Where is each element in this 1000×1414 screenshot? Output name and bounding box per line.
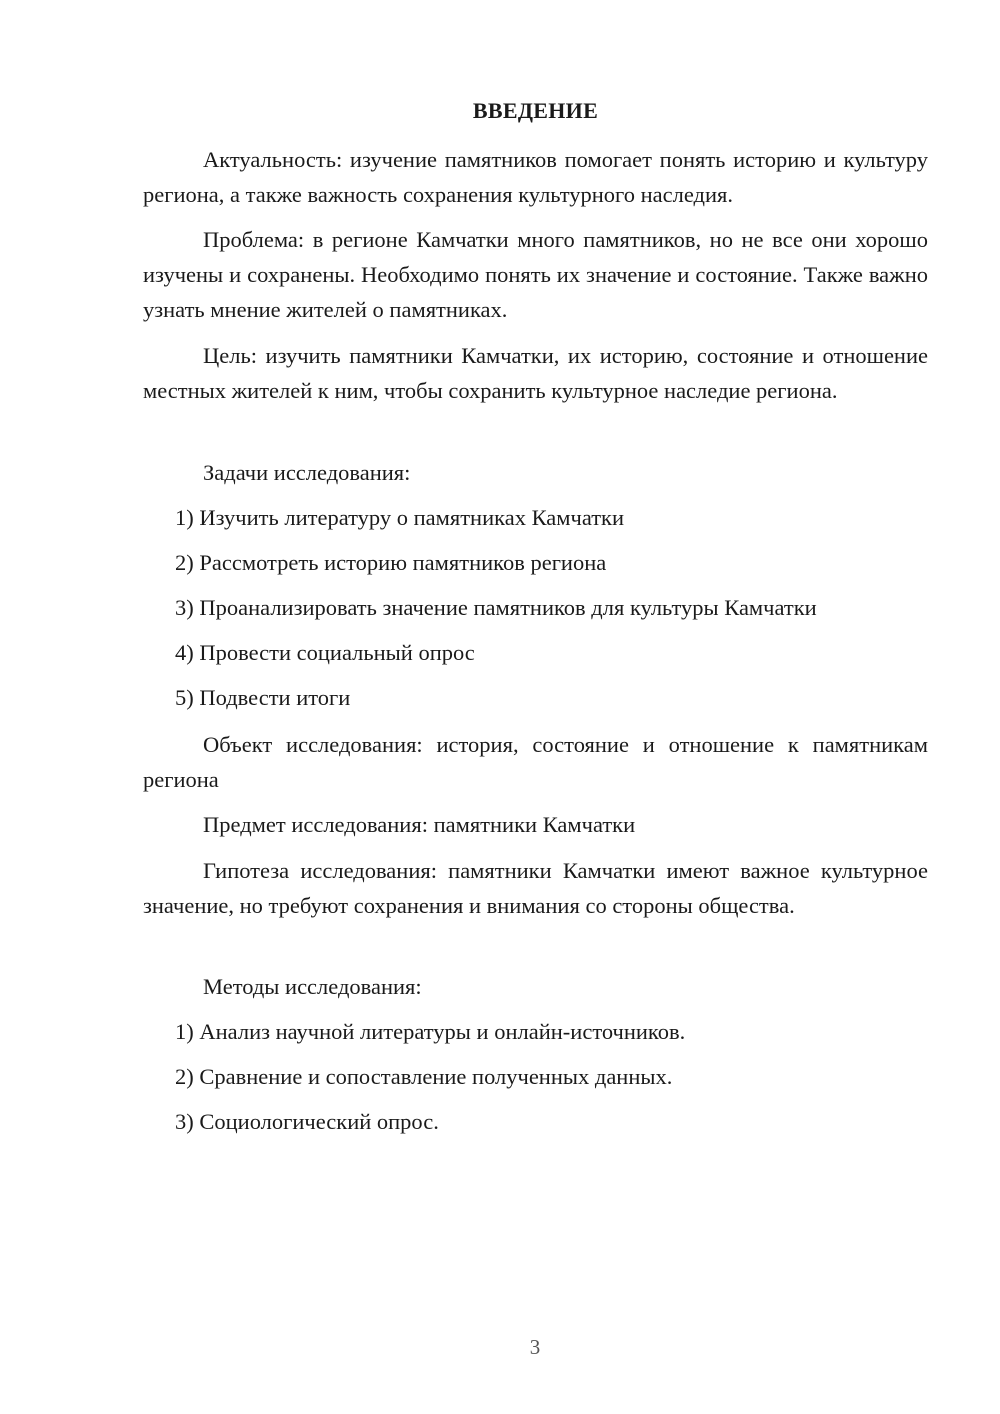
object-paragraph: Объект исследования: история, состояние и отношение к памятникам региона (143, 732, 928, 792)
task-item: 2) Рассмотреть историю памятников региона (175, 550, 607, 575)
page-title: ВВЕДЕНИЕ (472, 98, 599, 123)
method-item: 3) Социологический опрос. (175, 1109, 439, 1134)
page-number: 3 (529, 1335, 541, 1359)
method-item: 1) Анализ научной литературы и онлайн-источников. (175, 1019, 686, 1044)
tasks-heading: Задачи исследования: (203, 460, 411, 485)
method-item: 2) Сравнение и сопоставление полученных данных. (175, 1064, 673, 1089)
goal-paragraph: Цель: изучить памятники Камчатки, их историю, состояние и отношение местных жителей к ним, чтобы сохранить культурное наследие региона. (143, 343, 928, 403)
problem-paragraph: Проблема: в регионе Камчатки много памятников, но не все они хорошо изучены и сохранены. Необходимо понять их значение и состояние. Также важно узнать мнение жителей о памятниках. (143, 227, 928, 322)
subject-line: Предмет исследования: памятники Камчатки (203, 812, 636, 837)
relevance-paragraph: Актуальность: изучение памятников помогает понять историю и культуру региона, а также важность сохранения культурного наследия. (143, 147, 928, 207)
task-item: 1) Изучить литературу о памятниках Камчатки (175, 505, 625, 530)
task-item: 4) Провести социальный опрос (175, 640, 475, 665)
methods-heading: Методы исследования: (203, 974, 422, 999)
task-item: 5) Подвести итоги (175, 685, 351, 710)
task-item: 3) Проанализировать значение памятников для культуры Камчатки (175, 595, 817, 620)
hypothesis-paragraph: Гипотеза исследования: памятники Камчатки имеют важное культурное значение, но требуют сохранения и внимания со стороны общества. (143, 858, 928, 918)
